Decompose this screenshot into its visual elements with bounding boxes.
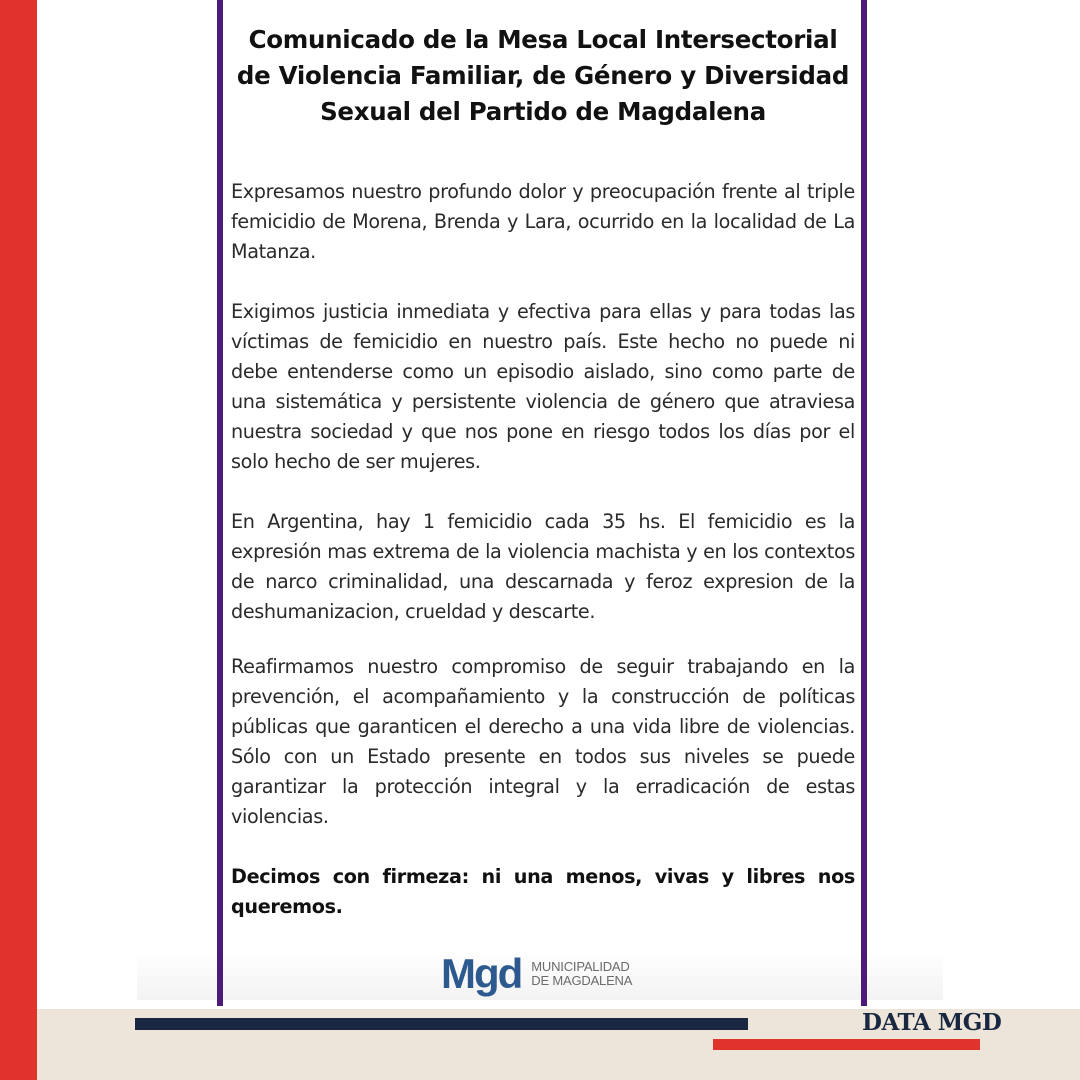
logo-text [531,960,632,988]
brand-label: DATA MGD [862,1009,1002,1036]
paragraph-1: Expresamos nuestro profundo dolor y preocupación frente al triple femicidio de Morena, Brenda y Lara, ocurrido en la localidad de La Matanza. [231,180,855,263]
municipality-logo [441,950,632,998]
logo-text-line-1: MUNICIPALIDAD [531,959,630,974]
paragraph-3: En Argentina, hay 1 femicidio cada 35 hs. El femicidio es la expresión mas extrema de la violencia machista y en los contextos de narco criminalidad, una descarnada y feroz expresion de la deshumanizacion, crueldad y descarte. [231,510,855,623]
communique-title: Comunicado de la Mesa Local Intersectorial de Violencia Familiar, de Género y Diversidad Sexual del Partido de Magdalena [236,25,850,126]
paragraph-4: Reafirmamos nuestro compromiso de seguir trabajando en la prevención, el acompañamiento y la construcción de políticas públicas que garanticen el derecho a una vida libre de violencias. Sólo con un Estado presente en todos sus niveles se puede garantizar la protección integral y la erradicación de estas violencias. [231,655,855,828]
paragraph-2: Exigimos justicia inmediata y efectiva para ellas y para todas las víctimas de femicidio en nuestro país. Este hecho no puede ni debe entenderse como un episodio aislado, sino como parte de una sistemática y persistente violencia de género que atraviesa nuestra sociedad y que nos pone en riesgo todos los días por el solo hecho de ser mujeres. [231,300,855,473]
communique-document [231,22,855,918]
red-side-stripe [0,0,37,1080]
navy-accent-bar [135,1018,748,1030]
closing-statement: Decimos con firmeza: ni una menos, vivas y libres nos queremos. [231,865,855,918]
red-accent-bar [713,1039,980,1050]
logo-text-line-2: DE MAGDALENA [531,973,633,988]
logo-mark: Mgd [441,950,522,997]
document-frame [217,0,867,1006]
